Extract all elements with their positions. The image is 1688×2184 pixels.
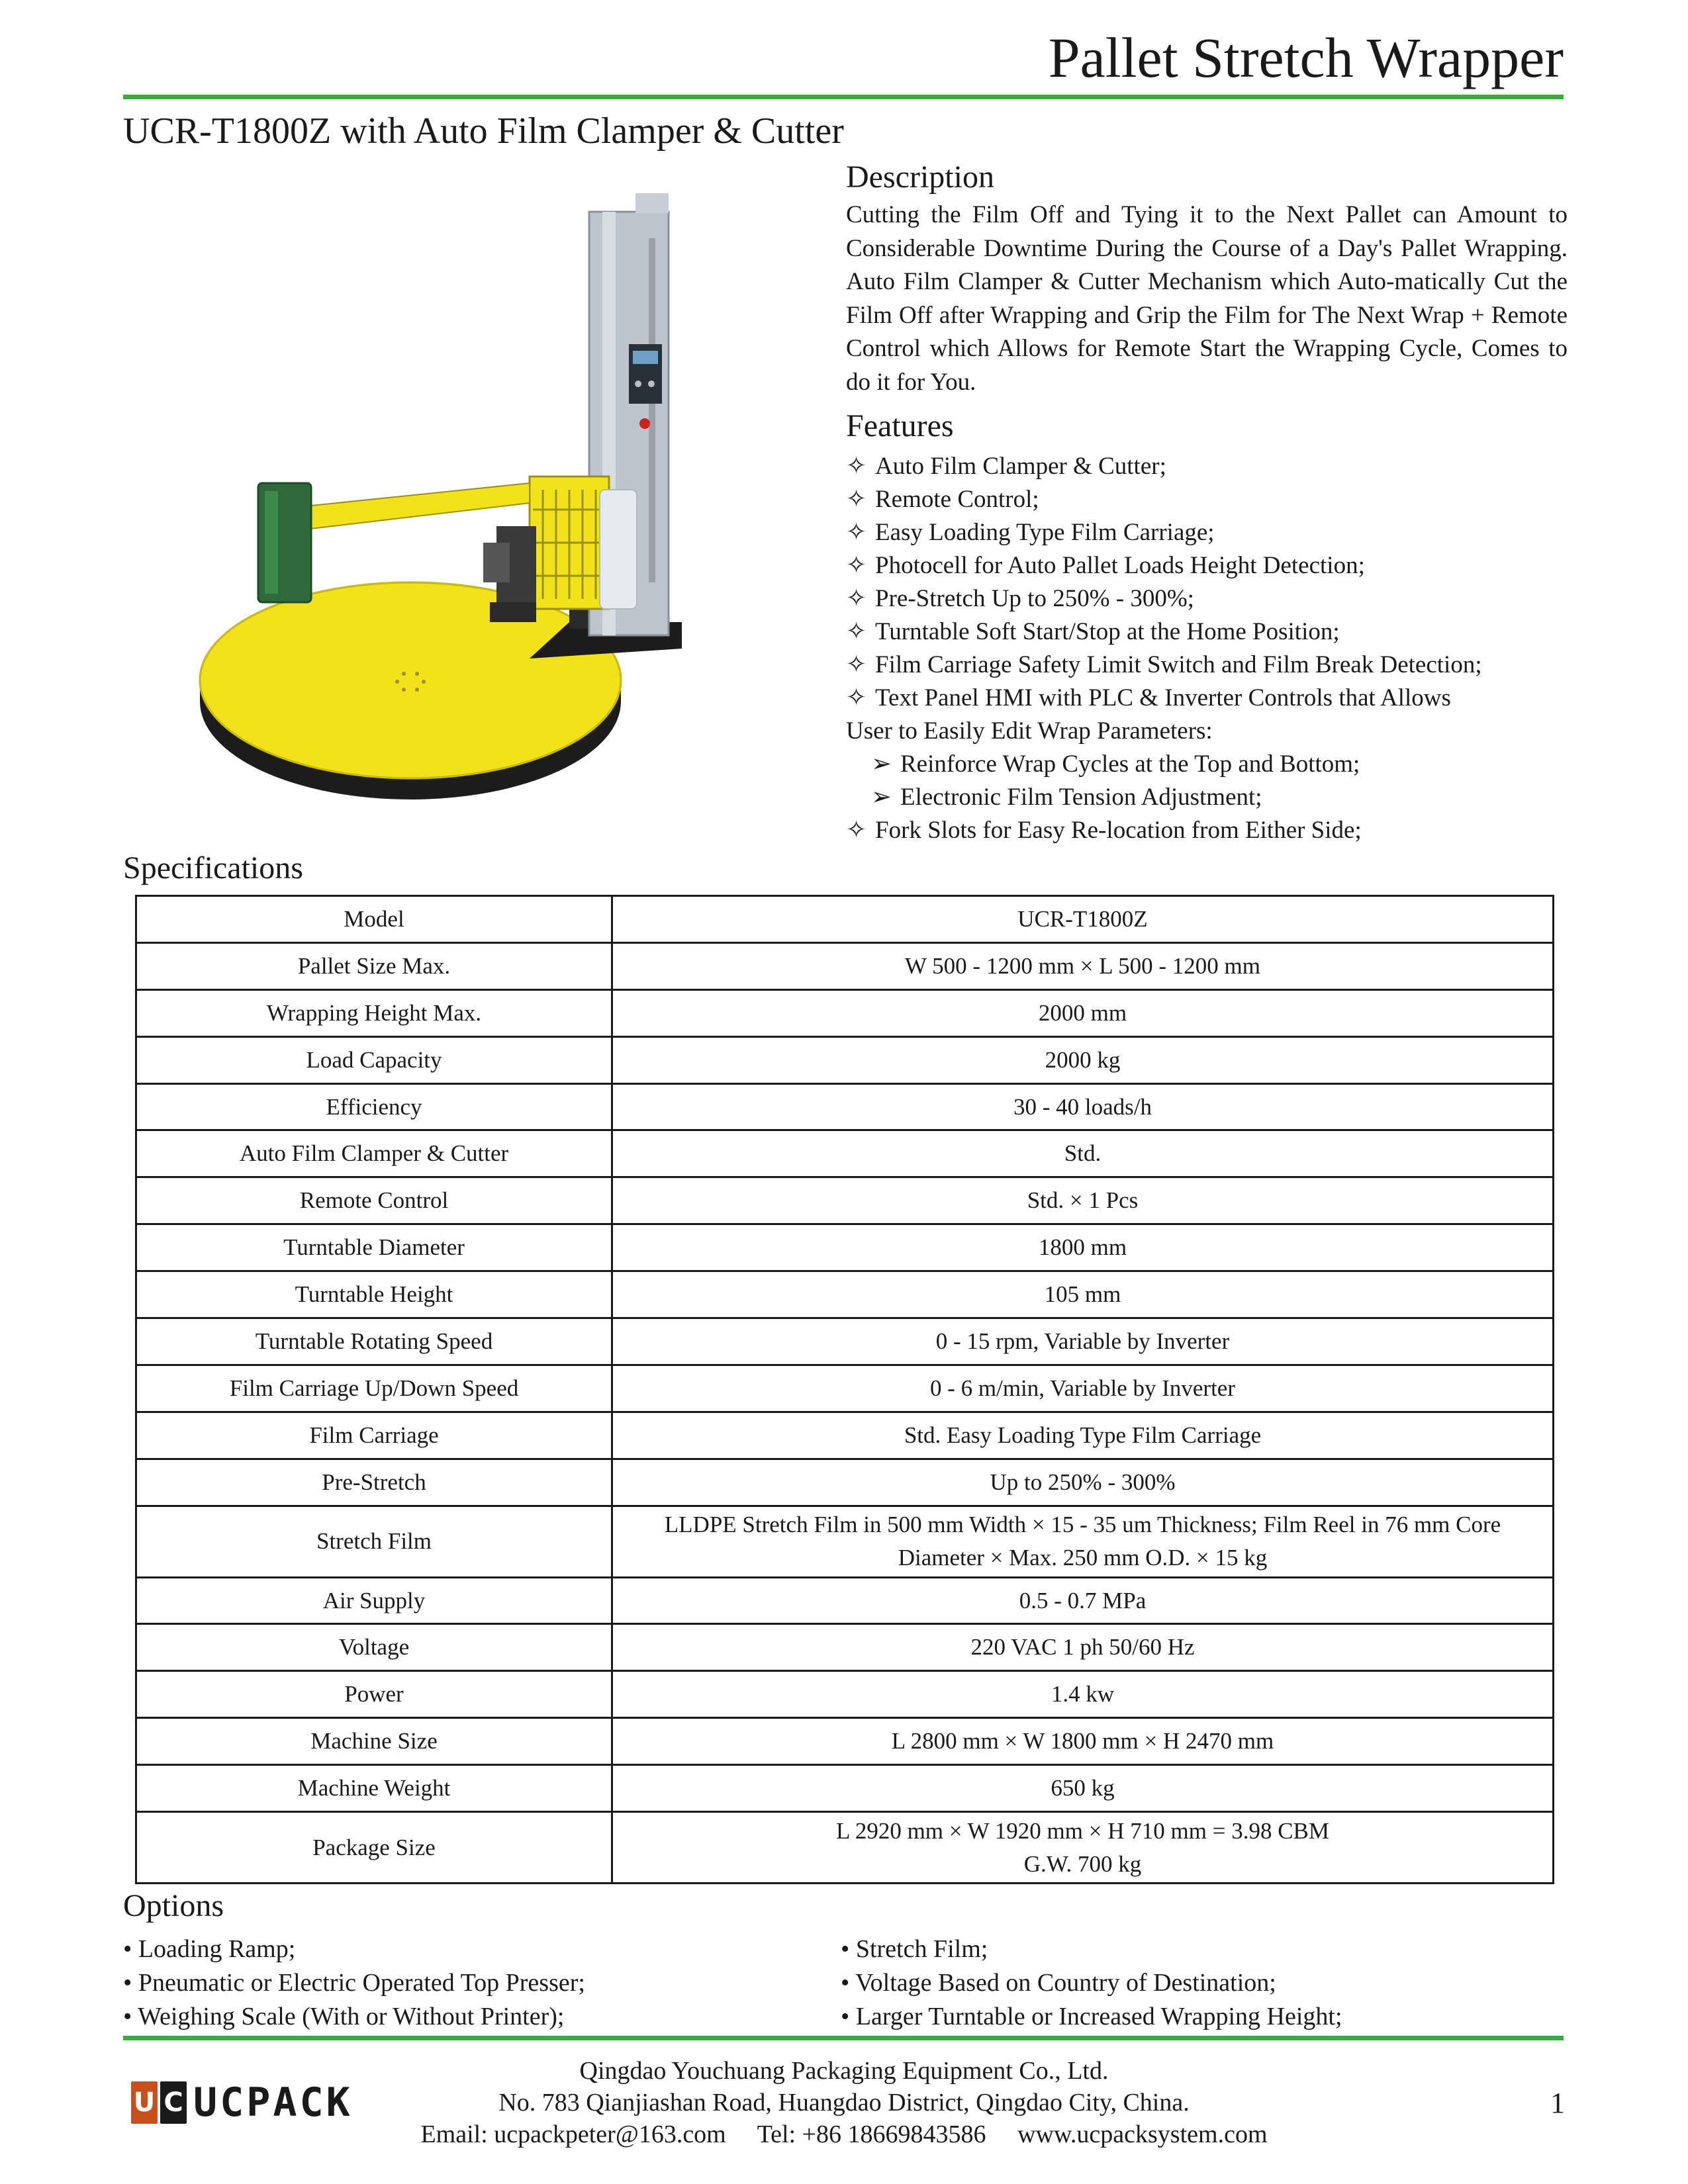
- spec-key: Stretch Film: [136, 1506, 612, 1577]
- feature-item: ✧ Turntable Soft Start/Stop at the Home Position;: [846, 615, 1574, 649]
- spec-key: Model: [136, 896, 612, 943]
- table-row: [136, 1318, 1554, 1365]
- feature-item: ✧ Photocell for Auto Pallet Loads Height Detection;: [846, 549, 1574, 582]
- table-row: [136, 1671, 1554, 1718]
- spec-value: W 500 - 1200 mm × L 500 - 1200 mm: [612, 942, 1554, 989]
- footer-company: Qingdao Youchuang Packaging Equipment Co., Ltd.: [579, 2057, 1109, 2085]
- logo-mark-u: U: [131, 2081, 158, 2124]
- spec-value: L 2920 mm × W 1920 mm × H 710 mm = 3.98 CBM G.W. 700 kg: [612, 1812, 1554, 1884]
- spec-value: Up to 250% - 300%: [612, 1459, 1554, 1506]
- footer-tel[interactable]: Tel: +86 18669843586: [757, 2120, 986, 2148]
- table-row: [136, 1812, 1554, 1884]
- spec-value: LLDPE Stretch Film in 500 mm Width × 15 - 35 um Thickness; Film Reel in 76 mm Core Diameter × Max. 250 mm O.D. × 15 kg: [612, 1506, 1554, 1577]
- option-item: • Loading Ramp;: [123, 1935, 296, 1963]
- star-bullet-icon: ✧: [846, 486, 867, 513]
- feature-continuation: User to Easily Edit Wrap Parameters:: [846, 717, 1213, 745]
- spec-key: Remote Control: [136, 1177, 612, 1224]
- table-row: [136, 896, 1554, 943]
- table-row: [136, 1271, 1554, 1318]
- table-row: [136, 1177, 1554, 1224]
- option-item: • Larger Turntable or Increased Wrapping Height;: [841, 2003, 1342, 2030]
- star-bullet-icon: ✧: [846, 519, 867, 546]
- star-bullet-icon: ✧: [846, 552, 867, 579]
- table-row: [136, 942, 1554, 989]
- spec-key: Voltage: [136, 1624, 612, 1671]
- bottom-divider: [123, 2036, 1564, 2040]
- star-bullet-icon: ✧: [846, 684, 867, 711]
- spec-key: Pallet Size Max.: [136, 942, 612, 989]
- spec-value: 1.4 kw: [612, 1671, 1554, 1718]
- star-bullet-icon: ✧: [846, 585, 867, 612]
- spec-value: 30 - 40 loads/h: [612, 1083, 1554, 1130]
- star-bullet-icon: ✧: [846, 817, 867, 844]
- top-divider: [123, 95, 1564, 99]
- spec-key: Pre-Stretch: [136, 1459, 612, 1506]
- table-row: [136, 1224, 1554, 1271]
- spec-value: Std. Easy Loading Type Film Carriage: [612, 1412, 1554, 1459]
- specifications-heading: Specifications: [123, 850, 303, 886]
- feature-item: ✧ Film Carriage Safety Limit Switch and Film Break Detection;: [846, 649, 1574, 682]
- spec-key: Auto Film Clamper & Cutter: [136, 1130, 612, 1177]
- features-heading: Features: [846, 408, 954, 443]
- spec-value: UCR-T1800Z: [612, 896, 1554, 943]
- footer-email[interactable]: Email: ucpackpeter@163.com: [420, 2120, 726, 2148]
- feature-item: ✧ Remote Control;: [846, 483, 1574, 516]
- spec-value: 2000 mm: [612, 989, 1554, 1036]
- spec-key: Turntable Diameter: [136, 1224, 612, 1271]
- spec-key: Turntable Rotating Speed: [136, 1318, 612, 1365]
- spec-value: 220 VAC 1 ph 50/60 Hz: [612, 1624, 1554, 1671]
- feature-sub-item: ➢ Electronic Film Tension Adjustment;: [846, 781, 1574, 814]
- table-row: [136, 1365, 1554, 1412]
- star-bullet-icon: ✧: [846, 651, 867, 678]
- option-item: • Voltage Based on Country of Destination;: [841, 1969, 1276, 1997]
- page-title: Pallet Stretch Wrapper: [1048, 26, 1564, 89]
- pallet-wrapper-image: [199, 192, 702, 801]
- footer-contacts: [0, 2118, 1688, 2150]
- spec-key: Machine Size: [136, 1718, 612, 1765]
- table-row: [136, 1624, 1554, 1671]
- logo-mark-c: C: [160, 2081, 187, 2124]
- star-bullet-icon: ✧: [846, 453, 867, 480]
- specifications-table: [135, 895, 1554, 1884]
- spec-key: Turntable Height: [136, 1271, 612, 1318]
- options-heading: Options: [123, 1888, 224, 1923]
- table-row: [136, 1083, 1554, 1130]
- spec-value: Std.: [612, 1130, 1554, 1177]
- spec-value: L 2800 mm × W 1800 mm × H 2470 mm: [612, 1718, 1554, 1765]
- footer-address: No. 783 Qianjiashan Road, Huangdao District, Qingdao City, China.: [498, 2089, 1190, 2116]
- spec-key: Film Carriage: [136, 1412, 612, 1459]
- spec-value: 105 mm: [612, 1271, 1554, 1318]
- description-heading: Description: [846, 159, 994, 195]
- spec-value: 1800 mm: [612, 1224, 1554, 1271]
- feature-item: ✧ Text Panel HMI with PLC & Inverter Controls that Allows: [846, 682, 1574, 715]
- arrow-bullet-icon: ➢: [871, 784, 892, 811]
- table-row: [136, 1577, 1554, 1624]
- spec-key: Wrapping Height Max.: [136, 989, 612, 1036]
- feature-sub-item: ➢ Reinforce Wrap Cycles at the Top and Bottom;: [846, 748, 1574, 781]
- options-left-list: [123, 1933, 585, 2034]
- star-bullet-icon: ✧: [846, 618, 867, 645]
- option-item: • Weighing Scale (With or Without Printer);: [123, 2003, 565, 2030]
- footer-website[interactable]: www.ucpacksystem.com: [1017, 2120, 1268, 2148]
- spec-key: Efficiency: [136, 1083, 612, 1130]
- spec-key: Air Supply: [136, 1577, 612, 1624]
- logo-wordmark: UCPACK: [193, 2079, 353, 2126]
- spec-key: Load Capacity: [136, 1036, 612, 1083]
- page-number: 1: [1550, 2087, 1565, 2119]
- product-title: UCR-T1800Z with Auto Film Clamper & Cutter: [123, 111, 844, 152]
- spec-value: 0 - 15 rpm, Variable by Inverter: [612, 1318, 1554, 1365]
- spec-value: 0 - 6 m/min, Variable by Inverter: [612, 1365, 1554, 1412]
- table-row: [136, 1130, 1554, 1177]
- option-item: • Pneumatic or Electric Operated Top Presser;: [123, 1969, 585, 1997]
- spec-value: Std. × 1 Pcs: [612, 1177, 1554, 1224]
- feature-item: ✧ Pre-Stretch Up to 250% - 300%;: [846, 582, 1574, 615]
- option-item: • Stretch Film;: [841, 1935, 988, 1963]
- spec-key: Power: [136, 1671, 612, 1718]
- table-row: [136, 1506, 1554, 1577]
- spec-value: 2000 kg: [612, 1036, 1554, 1083]
- description-text: Cutting the Film Off and Tying it to the Next Pallet can Amount to Considerable Downtime During the Course of a Day's Pallet Wrapping. Auto Film Clamper & Cutter Mechanism which Auto-matically Cut the Film Off after Wrapping and Grip the Film for The Next Wrap + Remote Control which Allows for Remote Start the Wrapping Cycle, Comes to do it for You.: [846, 201, 1568, 396]
- feature-item: ✧ Fork Slots for Easy Re-location from Either Side;: [846, 814, 1574, 847]
- spec-key: Package Size: [136, 1812, 612, 1884]
- table-row: [136, 1765, 1554, 1812]
- spec-value: 650 kg: [612, 1765, 1554, 1812]
- feature-item: ✧ Easy Loading Type Film Carriage;: [846, 516, 1574, 549]
- table-row: [136, 1412, 1554, 1459]
- table-row: [136, 989, 1554, 1036]
- spec-value: 0.5 - 0.7 MPa: [612, 1577, 1554, 1624]
- spec-key: Machine Weight: [136, 1765, 612, 1812]
- arrow-bullet-icon: ➢: [871, 751, 892, 778]
- spec-key: Film Carriage Up/Down Speed: [136, 1365, 612, 1412]
- table-row: [136, 1459, 1554, 1506]
- options-right-list: [841, 1933, 1342, 2034]
- table-row: [136, 1036, 1554, 1083]
- features-list: [846, 450, 1574, 847]
- feature-item: ✧ Auto Film Clamper & Cutter;: [846, 450, 1574, 483]
- table-row: [136, 1718, 1554, 1765]
